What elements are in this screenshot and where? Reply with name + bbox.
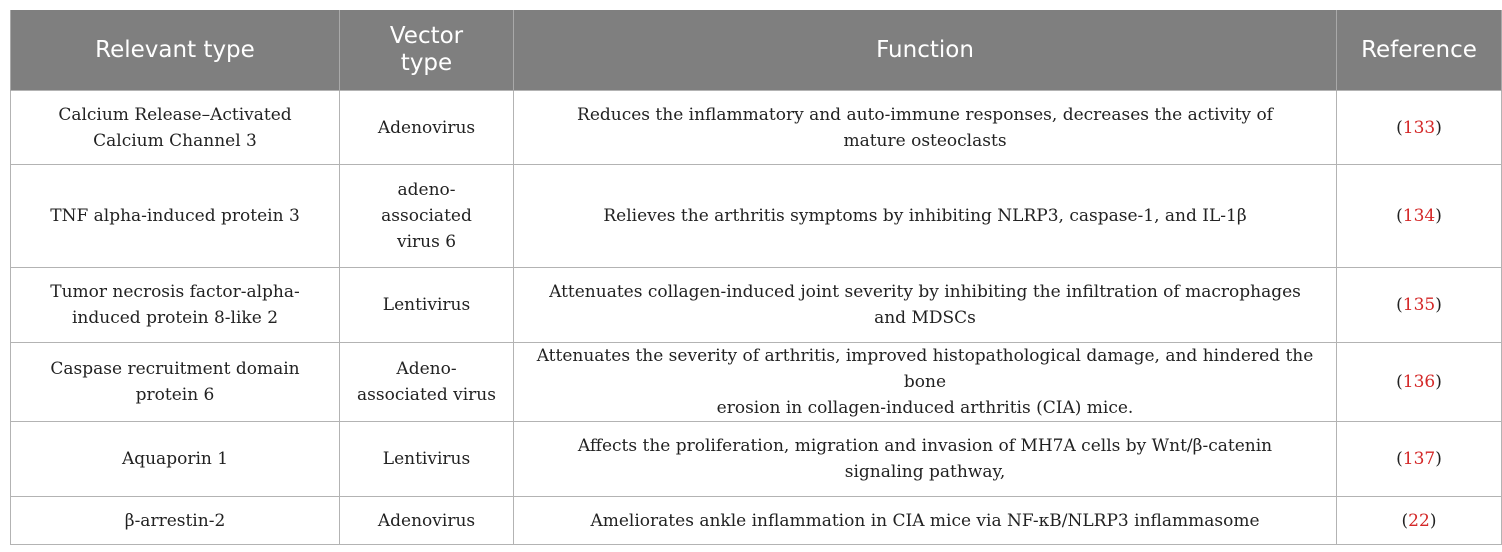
- header-row: [11, 10, 1502, 91]
- relevant-type-cell: [11, 268, 340, 343]
- function-cell: [514, 497, 1337, 545]
- function-cell: [514, 91, 1337, 165]
- reference-link[interactable]: 137: [1402, 449, 1436, 469]
- header-vector-type-line2: type: [400, 50, 453, 76]
- function-line: Attenuates collagen-induced joint severity by inhibiting the infiltration of macrophages: [549, 282, 1301, 302]
- header-vector-type: [340, 10, 514, 91]
- function-line: Attenuates the severity of arthritis, improved histopathological damage, and hindered the bone: [536, 346, 1314, 392]
- table-row: [11, 422, 1502, 497]
- header-vector-type-line1: Vector: [389, 23, 464, 49]
- vector-type-cell: [340, 268, 514, 343]
- function-line: mature osteoclasts: [843, 130, 1007, 151]
- relevant-type-line: Calcium Release–Activated: [58, 104, 292, 125]
- reference-cell: [1337, 91, 1502, 165]
- reference-cell: [1337, 422, 1502, 497]
- vector-type-line: virus 6: [396, 232, 457, 252]
- reference-paren-open: (: [1401, 510, 1409, 531]
- relevant-type-cell: [11, 165, 340, 268]
- function-line: Ameliorates ankle inflammation in CIA mice via NF-κB/NLRP3 inflammasome: [590, 510, 1260, 531]
- relevant-type-line: Tumor necrosis factor-alpha-: [50, 282, 300, 302]
- vector-type-line: Lentivirus: [382, 449, 471, 469]
- reference-paren-close: ): [1435, 449, 1442, 469]
- reference-paren-open: (: [1396, 372, 1403, 392]
- reference-paren-close: ): [1429, 510, 1437, 531]
- relevant-type-line: TNF alpha-induced protein 3: [50, 206, 300, 226]
- reference-paren-close: ): [1435, 372, 1442, 392]
- reference-cell: [1337, 497, 1502, 545]
- relevant-type-cell: [11, 91, 340, 165]
- relevant-type-line: Caspase recruitment domain: [50, 359, 300, 379]
- function-line: and MDSCs: [874, 308, 976, 328]
- function-line: erosion in collagen-induced arthritis (CIA) mice.: [716, 398, 1134, 418]
- vector-type-line: associated: [381, 206, 472, 226]
- reference-link[interactable]: 22: [1408, 510, 1430, 531]
- table-row: [11, 497, 1502, 545]
- reference-cell: [1337, 165, 1502, 268]
- relevant-type-line: Calcium Channel 3: [93, 130, 257, 151]
- header-function: Function: [514, 10, 1337, 91]
- function-line: Relieves the arthritis symptoms by inhibiting NLRP3, caspase-1, and IL-1β: [603, 206, 1247, 226]
- vector-type-cell: [340, 497, 514, 545]
- header-relevant-type: Relevant type: [11, 10, 340, 91]
- vector-type-line: Adeno-: [396, 359, 457, 379]
- reference-paren-open: (: [1396, 206, 1403, 226]
- header-reference: Reference: [1337, 10, 1502, 91]
- vector-type-cell: [340, 422, 514, 497]
- function-line: signaling pathway,: [844, 462, 1006, 482]
- function-cell: [514, 343, 1337, 422]
- reference-cell: [1337, 268, 1502, 343]
- function-line: Reduces the inflammatory and auto-immune responses, decreases the activity of: [577, 104, 1273, 125]
- reference-paren-open: (: [1396, 117, 1403, 138]
- vector-type-line: Adenovirus: [377, 117, 476, 138]
- relevant-type-line: β-arrestin-2: [124, 510, 226, 531]
- vector-function-table: [10, 10, 1502, 545]
- reference-paren-close: ): [1435, 295, 1442, 315]
- relevant-type-line: Aquaporin 1: [121, 449, 229, 469]
- vector-type-cell: [340, 165, 514, 268]
- vector-type-cell: [340, 91, 514, 165]
- table-row: [11, 91, 1502, 165]
- function-cell: [514, 422, 1337, 497]
- reference-paren-close: ): [1435, 117, 1442, 138]
- table-row: [11, 268, 1502, 343]
- reference-paren-open: (: [1396, 449, 1403, 469]
- relevant-type-cell: [11, 497, 340, 545]
- vector-type-line: Adenovirus: [377, 510, 476, 531]
- table-body: [11, 91, 1502, 545]
- relevant-type-line: protein 6: [135, 385, 215, 405]
- function-cell: [514, 165, 1337, 268]
- vector-type-line: adeno-: [397, 180, 456, 200]
- reference-link[interactable]: 136: [1402, 372, 1436, 392]
- table-row: [11, 165, 1502, 268]
- relevant-type-cell: [11, 343, 340, 422]
- table-row: [11, 343, 1502, 422]
- reference-link[interactable]: 134: [1402, 206, 1436, 226]
- vector-type-line: Lentivirus: [382, 295, 471, 315]
- table-header: [11, 10, 1502, 91]
- relevant-type-cell: [11, 422, 340, 497]
- relevant-type-line: induced protein 8-like 2: [71, 308, 279, 328]
- vector-type-cell: [340, 343, 514, 422]
- reference-link[interactable]: 133: [1402, 117, 1436, 138]
- reference-paren-open: (: [1396, 295, 1403, 315]
- reference-cell: [1337, 343, 1502, 422]
- reference-paren-close: ): [1435, 206, 1442, 226]
- function-line: Affects the proliferation, migration and invasion of MH7A cells by Wnt/β-catenin: [577, 436, 1273, 456]
- function-cell: [514, 268, 1337, 343]
- vector-type-line: associated virus: [357, 385, 496, 405]
- reference-link[interactable]: 135: [1402, 295, 1436, 315]
- data-table-container: [10, 10, 1477, 545]
